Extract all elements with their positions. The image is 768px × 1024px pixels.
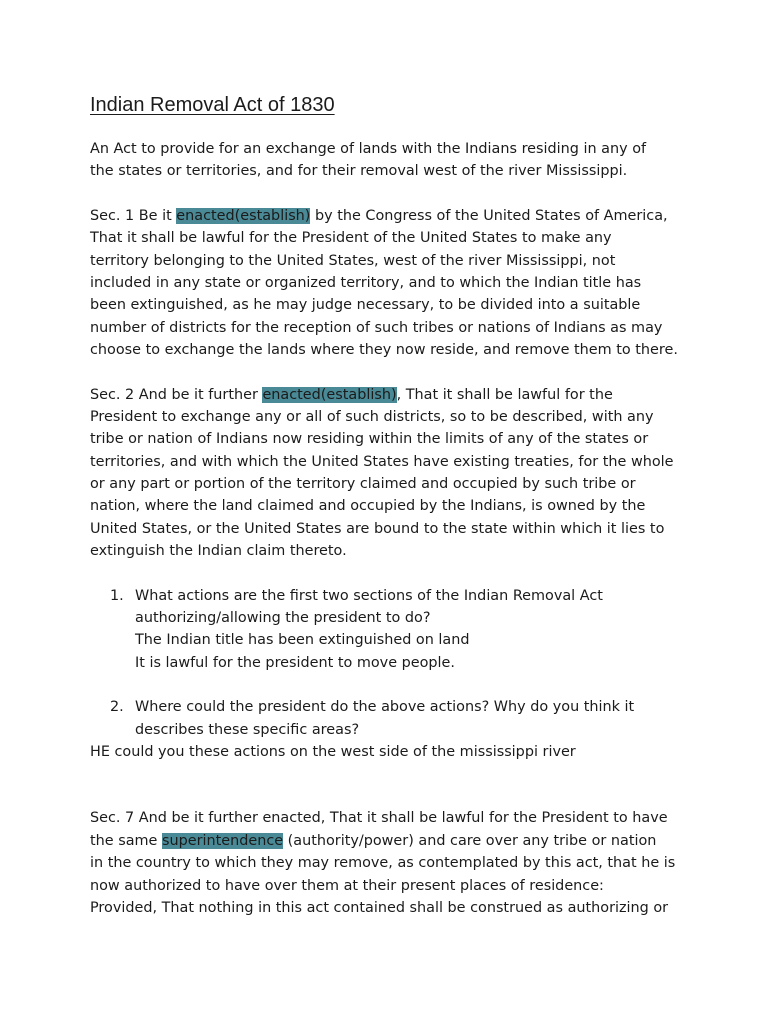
sec7-text-post: (authority/power) and care over any tribe or nation (283, 832, 657, 849)
sec1-text-post: by the Congress of the United States of America, (310, 207, 668, 224)
sec2-text-pre: Sec. 2 And be it further (90, 386, 263, 403)
question-line: describes these specific areas? (135, 721, 360, 738)
section-1-line (90, 205, 690, 227)
section-2-line: nation, where the land claimed and occupied by the Indians, is owned by the (90, 498, 646, 515)
highlight-enacted: enacted(establish) (176, 207, 311, 224)
section-7-line: Sec. 7 And be it further enacted, That it shall be lawful for the President to have (90, 810, 668, 827)
section-2-paragraph (90, 384, 690, 563)
intro-line: the states or territories, and for their removal west of the river Mississippi. (90, 163, 628, 180)
section-7-paragraph (90, 807, 690, 919)
section-7-line (90, 830, 690, 852)
intro-paragraph (90, 138, 690, 183)
question-1 (90, 585, 690, 675)
section-2-line: territories, and with which the United States have existing treaties, for the whole (90, 453, 674, 470)
question-line: What actions are the first two sections of the Indian Removal Act (135, 587, 603, 604)
question-number: 1. (110, 587, 124, 604)
sec2-text-post: , That it shall be lawful for the (396, 386, 613, 403)
section-2-line: or any part or portion of the territory claimed and occupied by such tribe or (90, 476, 636, 493)
section-2-line: tribe or nation of Indians now residing within the limits of any of the states or (90, 431, 649, 448)
question-line: Where could the president do the above actions? Why do you think it (135, 699, 635, 716)
section-2-line: President to exchange any or all of such districts, so to be described, with any (90, 408, 654, 425)
section-2-line: extinguish the Indian claim thereto. (90, 543, 347, 560)
sec1-text-pre: Sec. 1 Be it (90, 207, 177, 224)
section-1-line: choose to exchange the lands where they now reside, and remove them to there. (90, 342, 678, 359)
answer-line: HE could you these actions on the west side of the mississippi river (90, 743, 576, 760)
section-7-line: in the country to which they may remove, as contemplated by this act, that he is (90, 855, 676, 872)
section-1-line: included in any state or organized territory, and to which the Indian title has (90, 274, 642, 291)
question-number: 2. (110, 699, 124, 716)
section-2-line (90, 384, 690, 406)
section-1-paragraph (90, 205, 690, 362)
answer-line: The Indian title has been extinguished on land (135, 632, 470, 649)
highlight-superintendence: superintendence (161, 832, 284, 849)
question-line: authorizing/allowing the president to do? (135, 610, 431, 627)
section-2-line: United States, or the United States are bound to the state within which it lies to (90, 520, 665, 537)
section-7-line: now authorized to have over them at their present places of residence: (90, 877, 604, 894)
document-title: Indian Removal Act of 1830 (90, 94, 335, 116)
question-2 (90, 696, 690, 741)
section-1-line: That it shall be lawful for the President of the United States to make any (90, 230, 612, 247)
document-page (90, 90, 690, 941)
sec7-text-pre: the same (90, 832, 162, 849)
section-1-line: territory belonging to the United States, west of the river Mississippi, not (90, 252, 616, 269)
section-1-line: been extinguished, as he may judge necessary, to be divided into a suitable (90, 297, 641, 314)
section-1-line: number of districts for the reception of such tribes or nations of Indians as may (90, 319, 663, 336)
section-7-line: Provided, That nothing in this act contained shall be construed as authorizing or (90, 899, 669, 916)
answer-line: It is lawful for the president to move people. (135, 654, 455, 671)
highlight-enacted: enacted(establish) (262, 386, 397, 403)
intro-line: An Act to provide for an exchange of lands with the Indians residing in any of (90, 141, 647, 157)
